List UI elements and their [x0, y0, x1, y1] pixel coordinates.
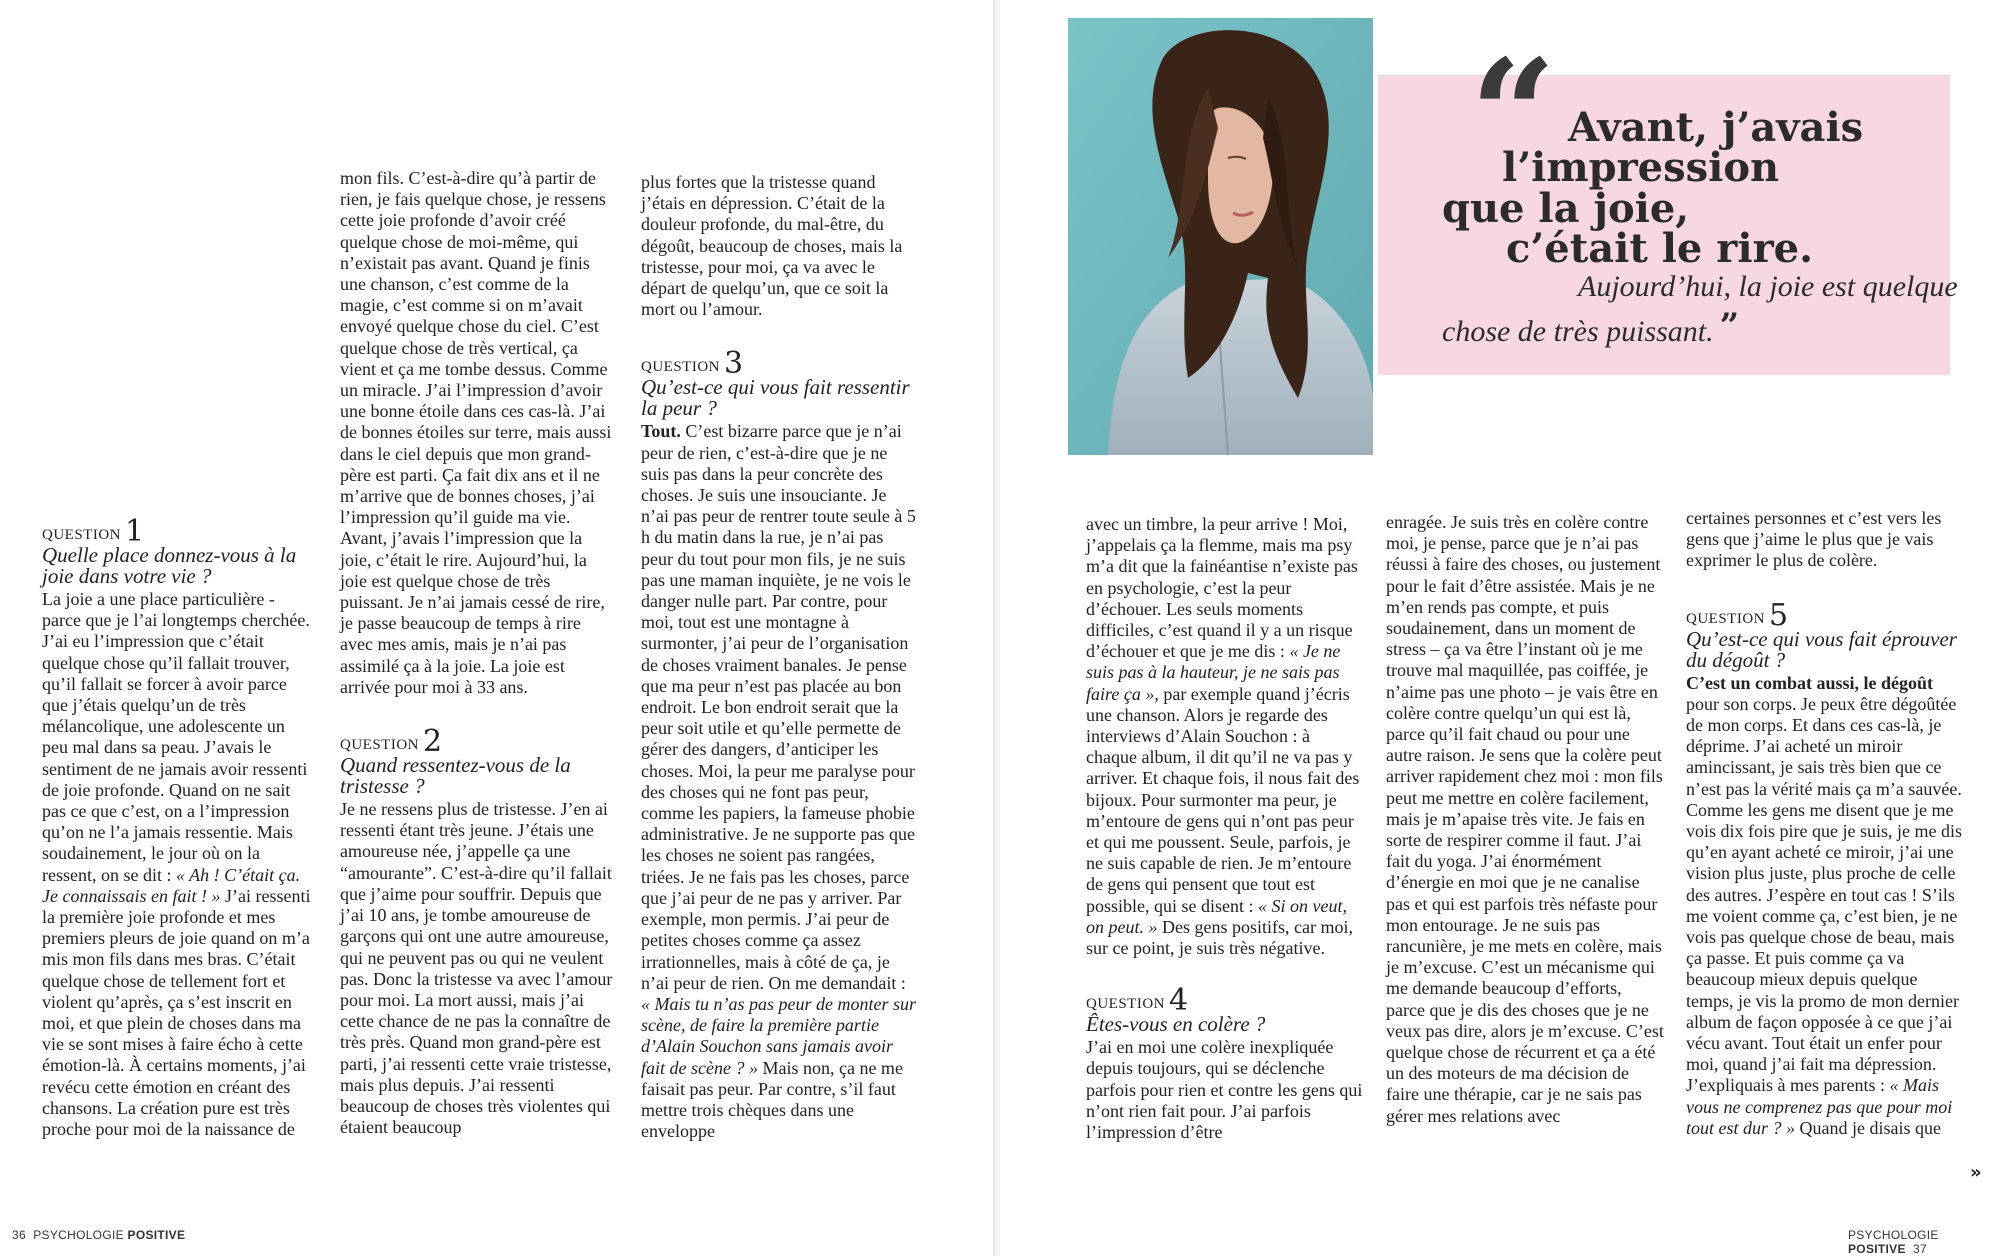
footer-left: 36 PSYCHOLOGIE POSITIVE — [12, 1228, 186, 1242]
column-3-text: plus fortes que la tristesse quand j’étais en dépression. C’était de la douleur profonde, du mal-être, du dégoût, beaucoup de choses, mais la tristesse, pour moi, ça va avec le départ de quelqu’un, que ce soit la mort ou l’amour. — [641, 172, 903, 320]
continue-arrow-icon: » — [1970, 1162, 1982, 1183]
column-5-text: enragée. Je suis très en colère contre moi, je pense, parce que je n’ai pas réussi à faire des choses, ou justement pour le fait d’être assistée. Mais je ne m’en rends pas compte, et puis soudainement, dans un moment de stress – ça va être l’instant où je me trouve mal maquillée, pas coiffée, je n’aime pas une photo – je vais être en colère contre quelqu’un qui est là, parce qu’il fait chaud ou pour une autre raison. Je sens que la colère peut arriver rapidement chez moi : mon fils peut me mettre en colère facilement, mais je m’apaise très vite. Je fais en sorte de respirer comme il faut. J’ai fait du yoga. J’ai énormément d’énergie en moi que je ne canalise pas et qui est parfois très néfaste pour mon entourage. Je ne suis pas rancunière, je me mets en colère, mais je m’excuse. C’est un mécanisme qui me demande beaucoup d’efforts, parce que je dis des choses que je ne veux pas dire, alors je m’excuse. C’est quelque chose de récurrent et ça a été un des moteurs de ma décision de faire une thérapie, car je ne sais pas gérer mes relations avec — [1386, 512, 1664, 1126]
column-4 — [1086, 514, 1364, 1143]
question-1-label: QUESTION 1 — [42, 514, 145, 549]
column-6 — [1686, 508, 1962, 1139]
question-1-answer: La joie a une place particulière - parce que je l’ai longtemps cherchée. J’ai eu l’impression que c’était quelque chose qu’il fallait trouver, qu’il fallait se forcer à avoir parce que j’étais quelqu’un de très mélancolique, une adolescente un peu mal dans sa peau. J’avais le sentiment de ne jamais avoir ressenti de joie profonde. Quand on ne sait pas ce que c’est, on a l’impression qu’on ne l’a jamais ressentie. Mais soudainement, le jour où on la ressent, on se dit : « Ah ! C’était ça. Je connaissais en fait ! » J’ai ressenti la première joie profonde et mes premiers pleurs de joie quand on m’a mis mon fils dans mes bras. C’était quelque chose de tellement fort et violent qu’après, ça s’est inscrit en moi, et que plein de choses dans ma vie se sont mises à faire écho à cette émotion-là. À certains moments, j’ai revécu cette émotion en créant des chansons. La création pure est très proche pour moi de la naissance de — [42, 589, 311, 1140]
question-1-title: Quelle place donnez-vous à la joie dans votre vie ? — [42, 543, 297, 588]
question-1-number: 1 — [125, 514, 145, 549]
open-quote-mark: “ — [1470, 27, 1557, 203]
pull-quote-line-5: Aujourd’hui, la joie est quelque — [1578, 270, 1958, 303]
question-2-answer: Je ne ressens plus de tristesse. J’en ai ressenti étant très jeune. J’étais une amoureuse née, j’appelle ça une “amourante”. C’est-à-dire qu’il fallait que j’aime pour souffrir. Depuis que j’ai 10 ans, je tombe amoureuse de garçons qui ont une autre amoureuse, qui ne peuvent pas ou qui ne veulent pas. Donc la tristesse va avec l’amour pour moi. La mort aussi, mais j’ai cette chance de ne pas la connaître de très près. Quand mon grand-père est parti, j’ai ressenti cette vraie tristesse, mais plus depuis. J’ai ressenti beaucoup de choses très violentes qui étaient beaucoup — [340, 799, 613, 1138]
pull-quote-line-6: chose de très puissant. ” — [1442, 306, 1740, 348]
question-4-answer: J’ai en moi une colère inexpliquée depuis toujours, qui se déclenche parfois pour rien et contre les gens qui n’ont rien fait pour. J’ai parfois l’impression d’être — [1086, 1037, 1363, 1143]
question-2-label: QUESTION 2 — [340, 724, 443, 760]
question-3-number: 3 — [724, 346, 744, 382]
question-4-number: 4 — [1169, 983, 1189, 1019]
pull-quote-line-1: Avant, j’avais — [1568, 104, 1864, 151]
question-5-number: 5 — [1769, 597, 1789, 633]
question-3-label: QUESTION 3 — [641, 346, 744, 382]
question-5-answer: C’est un combat aussi, le dégoût pour son corps. Je peux être dégoûtée de mon corps. Et dans ces cas-là, je déprime. J’ai acheté un miroir amincissant, je sais très bien que ce n’est pas la vérité mais ça m’a sauvée. Comme les gens me disent que je me vois dix fois pire que je suis, je me dis qu’en ayant acheté ce miroir, j’ai une vision plus juste, plus proche de celle des autres. J’espère en tout cas ! S’ils me voient comme ça, c’est bien, je ne vois pas quelque chose de beau, mais ça passe. Et puis comme ça va beaucoup mieux depuis quelque temps, je vis la promo de mon dernier album de façon opposée à ce que j’ai vécu avant. Tout était un enfer pour moi, quand j’ai fait ma dépression. J’expliquais à mes parents : « Mais vous ne comprenez pas que pour moi tout est dur ? » Quand je disais que — [1686, 672, 1962, 1138]
question-4-label: QUESTION 4 — [1086, 983, 1189, 1019]
column-6-text: certaines personnes et c’est vers les gens que j’aime le plus que je vais exprimer le plus de colère. — [1686, 508, 1942, 571]
close-quote-mark: ” — [1719, 306, 1740, 346]
column-5 — [1386, 512, 1664, 1127]
portrait-photo — [1068, 18, 1373, 455]
pull-quote-line-2: l’impression — [1502, 144, 1780, 191]
column-1 — [42, 514, 314, 1140]
question-4-title: Êtes-vous en colère ? — [1086, 1012, 1266, 1037]
column-2 — [340, 168, 616, 1138]
pull-quote-line-3: que la joie, — [1442, 185, 1690, 232]
question-2-title: Quand ressentez-vous de la tristesse ? — [340, 753, 571, 799]
question-5-label: QUESTION 5 — [1686, 597, 1789, 633]
column-4-text: avec un timbre, la peur arrive ! Moi, j’appelais ça la flemme, mais ma psy m’a dit que la fainéantise n’existe pas en psychologie, c’est la peur d’échouer. Les seuls moments difficiles, c’est quand il y a un risque d’échouer et que je me dis : « Je ne suis pas à la hauteur, je ne sais pas faire ça », par exemple quand j’écris une chanson. Alors je regarde des interviews d’Alain Souchon : à chaque album, il dit qu’il ne va pas y arriver. Et chaque fois, il nous fait des bijoux. Pour surmonter ma peur, je m’entoure de gens qui n’ont pas peur et qui me poussent. Seule, parfois, je ne suis capable de rien. Je m’entoure de gens qui pensent que tout est possible, qui se disent : « Si on veut, on peut. » Des gens positifs, car moi, sur ce point, je suis très négative. — [1086, 514, 1360, 959]
question-3-title: Qu’est-ce qui vous fait ressentir la peur ? — [641, 375, 910, 421]
question-2-number: 2 — [423, 724, 443, 760]
portrait-illustration — [1068, 18, 1373, 455]
footer-right: PSYCHOLOGIE POSITIVE 37 — [1848, 1228, 1939, 1256]
question-3-answer: Tout. C’est bizarre parce que je n’ai peur de rien, c’est-à-dire que je ne suis pas dans la peur concrète des choses. Je suis une insouciante. Je n’ai pas peur de rentrer toute seule à 5 h du matin dans la rue, je n’ai pas peur du tout pour mon fils, je ne suis pas une maman inquiète, je ne vois le danger nulle part. Par contre, pour moi, tout est une montagne à surmonter, j’ai peur de l’organisation de choses vraiment banales. Je pense que ma peur n’est pas placée au bon endroit. Le bon endroit serait que la peur soit utile et qu’elle permette de gérer des dangers, d’anticiper les choses. Moi, la peur me paralyse pour des choses qui ne font pas peur, comme les papiers, la fameuse phobie administrative. Je ne supporte pas que les choses ne soient pas rangées, triées. Je ne fais pas les choses, parce que j’ai peur de ne pas y arriver. Par exemple, mon permis. J’ai peur de petites choses comme ça assez irrationnelles, mais à côté de ça, je n’ai peur de rien. On me demandait : « Mais tu n’as pas peur de monter sur scène, de faire la première partie d’Alain Souchon sans jamais avoir fait de scène ? » Mais non, ça ne me faisait pas peur. Par contre, s’il faut mettre trois chèques dans une enveloppe — [641, 421, 916, 1142]
page-number-left: 36 — [12, 1228, 26, 1242]
page-number-right: 37 — [1913, 1242, 1927, 1256]
question-5-title: Qu’est-ce qui vous fait éprouver du dégoût ? — [1686, 626, 1957, 672]
pull-quote-line-4: c’était le rire. — [1506, 225, 1814, 272]
column-3 — [641, 172, 917, 1142]
column-2-text: mon fils. C’est-à-dire qu’à partir de rien, je fais quelque chose, je ressens cette joie profonde d’avoir créé quelque chose de moi-même, qui n’existait pas avant. Quand je finis une chanson, c’est comme de la magie, c’est comme si on m’avait envoyé quelque chose du ciel. C’est quelque chose de très vertical, ça vient et ça me tombe dessus. Comme un miracle. J’ai l’impression d’avoir une bonne étoile dans ces cas-là. J’ai de bonnes étoiles sur terre, mais aussi dans le ciel depuis que mon grand-père est parti. Ça fait dix ans et il ne m’arrive que de bonnes choses, j’ai l’impression qu’il guide ma vie. Avant, j’avais l’impression que la joie, c’était le rire. Aujourd’hui, la joie est quelque chose de très puissant. Je n’ai jamais cessé de rire, je passe beaucoup de temps à rire avec mes amis, mais je n’ai pas assimilé ça à la joie. La joie est arrivée pour moi à 33 ans. — [340, 168, 612, 697]
